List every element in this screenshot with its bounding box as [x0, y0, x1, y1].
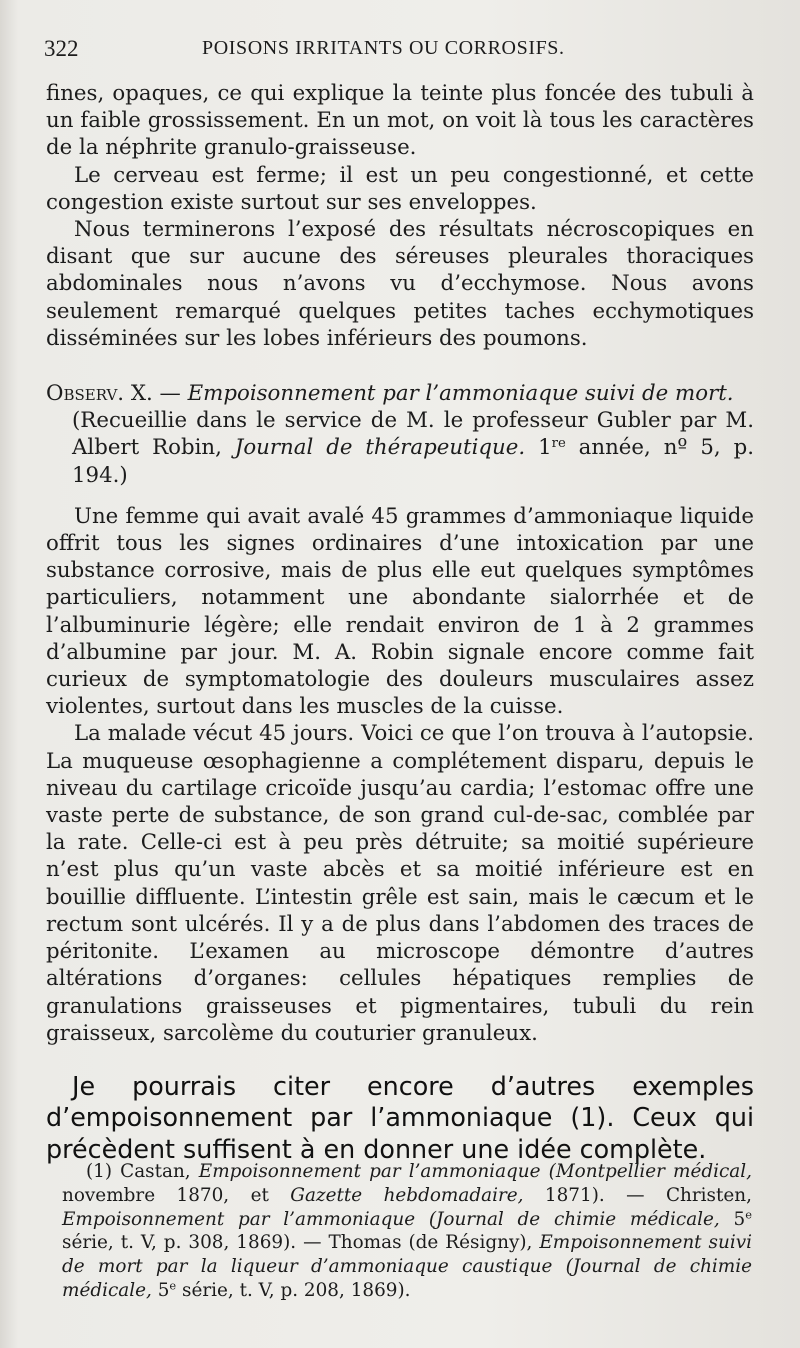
footnote-ref-christen-series: 5	[733, 1208, 746, 1230]
footnote-1	[62, 1160, 752, 1303]
running-head: POISONS IRRITANTS OU CORROSIFS.	[202, 37, 565, 59]
observation-source-end: année, nº 5, p. 194.)	[72, 435, 754, 488]
observation-x	[46, 380, 754, 1047]
observation-source-text: (Recueillie dans le service de M. le professeur Gubler par M. Albert Robin,	[72, 408, 754, 461]
footnote-ref-castan-date: novembre 1870, et	[62, 1184, 269, 1206]
observation-source-year: 1	[538, 435, 552, 461]
footnote-ref-christen-pages: série, t. V, p. 308, 1869). — Thomas (de Résigny),	[62, 1232, 533, 1254]
footnote-ref-christen-author: 1871). — Christen,	[544, 1184, 752, 1206]
observation-paragraph-symptoms: Une femme qui avait avalé 45 grammes d’ammoniaque liquide offrit tous les signes ordinaires d’une intoxication par une substance corrosive, mais de plus elle eut quelques symptômes particuliers, notamment une abondante sialorrhée et de l’albuminurie légère; elle rendait environ de 1 à 2 grammes d’albumine par jour. M. A. Robin signale encore comme fait curieux de symptomatologie des douleurs musculaires assez violentes, surtout dans les muscles de la cuisse.	[46, 503, 754, 720]
observation-source	[46, 407, 754, 489]
observation-source-year-sup: re	[551, 436, 566, 452]
paragraph-conclusion-necroscopie: Nous terminerons l’exposé des résultats nécroscopiques en disant que sur aucune des séreuses pleurales thoraciques abdominales nous n’avons vu d’ecchymose. Nous avons seulement remarqué quelques petites taches ecchymotiques disséminées sur les lobes inférieurs des poumons.	[46, 217, 754, 351]
closing-paragraph: Je pourrais citer encore d’autres exemples d’empoisonnement par l’ammoniaque (1). Ceux qui précèdent suffisent à en donner une idée complète.	[46, 1070, 754, 1164]
observation-paragraph-autopsy: La malade vécut 45 jours. Voici ce que l’on trouva à l’autopsie. La muqueuse œsophagienne a complétement disparu, depuis le niveau du cartilage cricoïde jusqu’au cardia; l’estomac offre une vaste perte de substance, de son grand cul-de-sac, comblée par la rate. Celle-ci est à peu près détruite; sa moitié supérieure n’est plus qu’un vaste abcès et sa moitié inférieure est en bouillie diffluente. L’intestin grêle est sain, mais le cæcum et le rectum sont ulcérés. Il y a de plus dans l’abdomen des traces de péritonite. L’examen au microscope démontre d’autres altérations d’organes: cellules hépatiques remplies de granulations graisseuses et pigmentaires, tubuli du rein graisseux, sarcolème du couturier granuleux.	[46, 721, 754, 1046]
observation-heading	[46, 380, 754, 407]
footnote-ref-christen-series-sup: e	[745, 1207, 752, 1222]
page-number: 322	[44, 36, 79, 61]
footnotes	[62, 1160, 752, 1303]
footnote-ref-thomas-pages: série, t. V, p. 208, 1869).	[182, 1279, 411, 1301]
footnote-ref-christen-title: Empoisonnement par l’ammoniaque (Journal de chimie médicale,	[62, 1208, 720, 1230]
observation-source-journal: Journal de thérapeutique.	[234, 435, 526, 461]
footnote-ref-thomas-series-sup: e	[169, 1278, 177, 1293]
paragraph-cerveau: Le cerveau est ferme; il est un peu congestionné, et cette congestion existe surtout sur ses enveloppes.	[46, 162, 754, 215]
paragraph-continued: fines, opaques, ce qui explique la teinte plus foncée des tubuli à un faible grossissement. En un mot, on voit là tous les caractères de la néphrite granulo-graisseuse.	[46, 81, 754, 161]
footnote-ref-thomas-series: 5	[157, 1279, 170, 1301]
footnote-ref-castan-journal: (Montpellier médical,	[548, 1161, 752, 1182]
footnote-marker: (1) Castan,	[86, 1161, 191, 1182]
observation-label: Observ. X. —	[46, 381, 181, 407]
footnote-ref-gazette: Gazette hebdomadaire,	[290, 1184, 524, 1206]
page-header	[44, 36, 764, 68]
page-body	[46, 80, 754, 1165]
footnote-ref-castan-title: Empoisonnement par l’ammoniaque	[198, 1161, 541, 1182]
footnote-ref-thomas-title: Empoisonnement suivi de mort par la liqueur d’ammoniaque caustique (Journal de chimie médicale,	[62, 1232, 752, 1301]
observation-title: Empoisonnement par l’ammoniaque suivi de mort.	[187, 381, 734, 407]
